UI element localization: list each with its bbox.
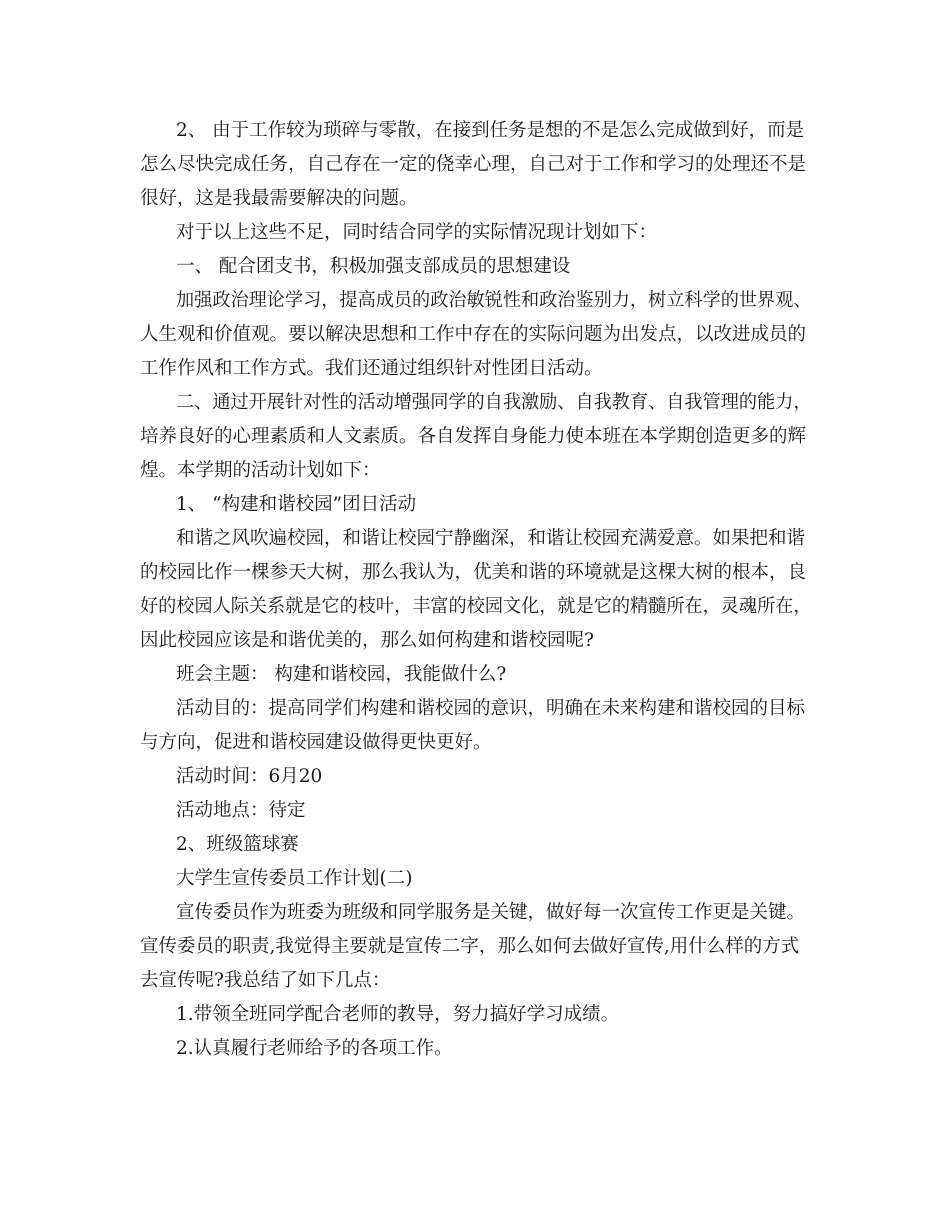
text-line: 人生观和价值观。要以解决思想和工作中存在的实际问题为出发点，以改进成员的 <box>140 324 807 345</box>
text-line: 工作作风和工作方式。我们还通过组织针对性团日活动。 <box>140 358 603 379</box>
text-line: 活动地点：待定 <box>176 800 306 821</box>
text-line: 去宣传呢?我总结了如下几点： <box>140 970 391 991</box>
list-item: 2.认真履行老师给予的各项工作。 <box>176 1038 453 1059</box>
text-line: 对于以上这些不足，同时结合同学的实际情况现计划如下： <box>176 222 658 243</box>
text-line: 班会主题： 构建和谐校园，我能做什么? <box>176 664 507 685</box>
text-line: 宣传委员作为班委为班级和同学服务是关键，做好每一次宣传工作更是关键。 <box>176 902 806 923</box>
text-line: 很好，这是我最需要解决的问题。 <box>140 188 418 209</box>
text-line: 好的校园人际关系就是它的枝叶，丰富的校园文化，就是它的精髓所在，灵魂所在， <box>140 596 812 617</box>
item-heading: 1、 “构建和谐校园”团日活动 <box>176 494 417 515</box>
text-line: 2、 由于工作较为琐碎与零散，在接到任务是想的不是怎么完成做到好，而是 <box>176 120 805 141</box>
text-line: 的校园比作一棵参天大树，那么我认为，优美和谐的环境就是这棵大树的根本，良 <box>140 562 807 583</box>
list-item: 1.带领全班同学配合老师的教导，努力搞好学习成绩。 <box>176 1004 620 1025</box>
text-line: 怎么尽快完成任务，自己存在一定的侥幸心理，自己对于工作和学习的处理还不是 <box>140 154 807 175</box>
text-line: 培养良好的心理素质和人文素质。各自发挥自身能力使本班在本学期创造更多的辉 <box>140 426 807 447</box>
text-line: 与方向，促进和谐校园建设做得更快更好。 <box>140 732 492 753</box>
text-line: 和谐之风吹遍校园，和谐让校园宁静幽深，和谐让校园充满爱意。如果把和谐 <box>176 528 806 549</box>
text-line: 宣传委员的职责,我觉得主要就是宣传二字，那么如何去做好宣传,用什么样的方式 <box>140 936 800 957</box>
section-heading: 二、通过开展针对性的活动增强同学的自我激励、自我教育、自我管理的能力， <box>176 392 812 413</box>
text-line: 活动目的：提高同学们构建和谐校园的意识，明确在未来构建和谐校园的目标 <box>176 698 806 719</box>
text-line: 煌。本学期的活动计划如下： <box>140 460 381 481</box>
text-line: 活动时间：6月20 <box>176 766 323 787</box>
section-heading: 一、 配合团支书，积极加强支部成员的思想建设 <box>176 256 571 277</box>
text-line: 因此校园应该是和谐优美的，那么如何构建和谐校园呢? <box>140 630 594 651</box>
document-subtitle: 大学生宣传委员工作计划(二) <box>176 868 413 889</box>
text-line: 加强政治理论学习，提高成员的政治敏锐性和政治鉴别力，树立科学的世界观、 <box>176 290 812 311</box>
item-heading: 2、班级篮球赛 <box>176 834 299 855</box>
